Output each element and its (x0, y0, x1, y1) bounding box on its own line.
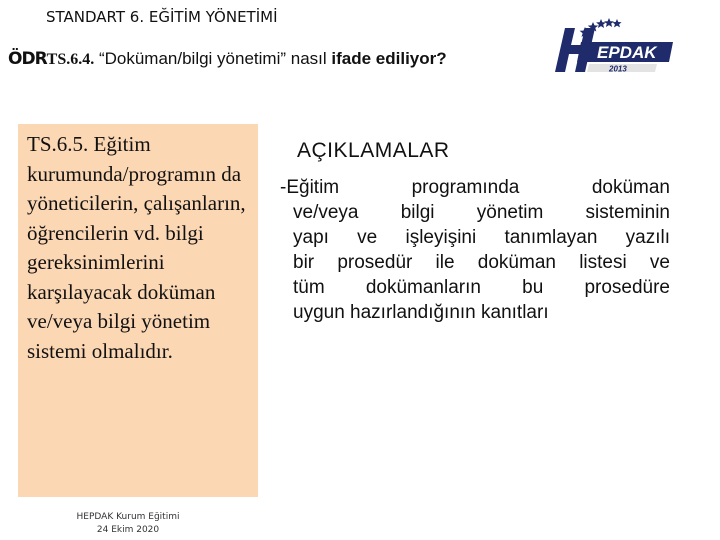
explanation-line: tüm dokümanların bu prosedüre (293, 277, 670, 298)
footer-line-2: 24 Ekim 2020 (96, 525, 160, 535)
explanation-line: ve/veya bilgi yönetim sisteminin (293, 202, 670, 223)
slide-subtitle (8, 49, 447, 69)
subtitle-code: TS.6.4. (46, 51, 95, 68)
logo-text: EPDAK (597, 43, 657, 62)
logo-year: 2013 (609, 64, 627, 74)
subtitle-prefix: ÖDR (8, 49, 47, 69)
explanations-body (280, 175, 670, 325)
explanation-line: -Eğitim programında doküman (280, 177, 670, 198)
explanations-heading: AÇIKLAMALAR (297, 139, 450, 162)
footer (28, 511, 228, 537)
page-title: STANDART 6. EĞİTİM YÖNETİMİ (46, 8, 278, 26)
explanation-line: yapı ve işleyişini tanımlayan yazılı (293, 227, 670, 248)
subtitle-question: “Doküman/bilgi yönetimi” nasıl (94, 49, 332, 68)
explanation-line: uygun hazırlandığının kanıtları (293, 302, 549, 323)
explanation-line: bir prosedür ile doküman listesi ve (293, 252, 670, 273)
subtitle-question-bold: ifade ediliyor? (331, 49, 447, 68)
standard-text: TS.6.5. Eğitim kurumunda/programın da yöneticilerin, çalışanların, öğrencilerin vd. bilgi gereksinimlerini karşılayacak doküman ve/veya bilgi yönetim sistemi olmalıdır. (27, 132, 246, 363)
footer-line-1: HEPDAK Kurum Eğitimi (76, 512, 180, 522)
hepdak-logo (545, 14, 675, 78)
